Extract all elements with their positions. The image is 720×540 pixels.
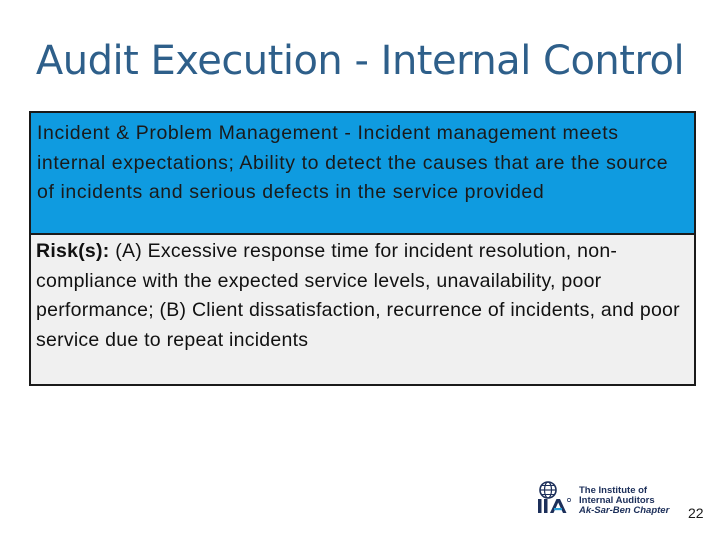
logo-line-2: Internal Auditors xyxy=(579,495,655,506)
control-description: Incident & Problem Management - Incident management meets internal expectations; Ability to detect the causes that are the source of incidents and serious defects in the service provided xyxy=(31,113,694,233)
risk-text: (A) Excessive response time for incident resolution, non-compliance with the expected service levels, unavailability, poor performance; (B) Client dissatisfaction, recurrence of incidents, and poor service due to repeat incidents xyxy=(36,240,680,351)
control-risk-box xyxy=(29,111,696,386)
logo-line-1: The Institute of xyxy=(579,485,648,496)
slide-title: Audit Execution - Internal Control xyxy=(35,38,685,84)
iia-logo xyxy=(536,480,676,516)
logo-line-3: Ak-Sar-Ben Chapter xyxy=(579,505,670,516)
iia-logo-text xyxy=(579,486,669,516)
page-number: 22 xyxy=(688,505,704,521)
risk-label: Risk(s): xyxy=(36,240,110,262)
iia-globe-logo-icon xyxy=(536,480,578,516)
risk-description xyxy=(31,235,694,384)
